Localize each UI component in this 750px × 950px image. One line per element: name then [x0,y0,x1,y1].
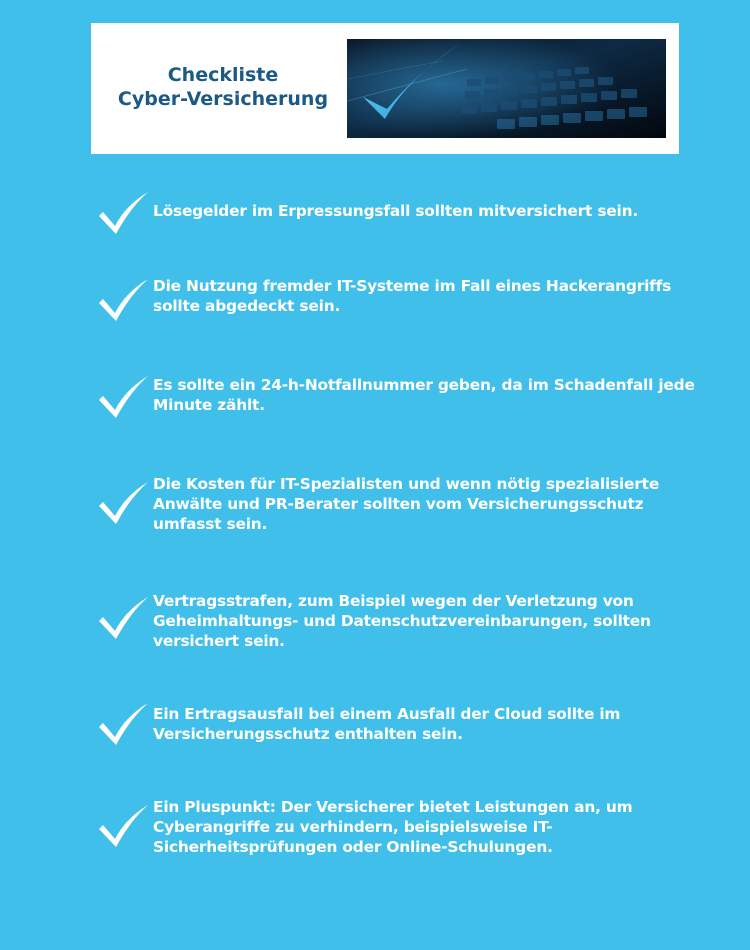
header-card [91,23,679,154]
checkmark-icon [96,700,150,748]
checklist-item-text: Es sollte ein 24-h-Notfallnummer geben, da im Schadenfall jede Minute zählt. [153,376,695,414]
checklist-item-text: Ein Pluspunkt: Der Versicherer bietet Leistungen an, um Cyberangriffe zu verhindern, beispielsweise IT-Sicherheitsprüfungen oder Online-Schulungen. [153,798,633,856]
checkmark-icon [96,594,150,642]
checklist-item-text: Die Nutzung fremder IT-Systeme im Fall eines Hackerangriffs sollte abgedeckt sein. [153,277,672,315]
checklist-item-text: Die Kosten für IT-Spezialisten und wenn nötig spezialisierte Anwälte und PR-Berater sollten vom Versicherungsschutz umfasst sein. [153,475,660,533]
title-line-1: Checkliste [167,64,279,86]
checkmark-icon [96,276,150,324]
checklist-item-text: Lösegelder im Erpressungsfall sollten mitversichert sein. [153,202,639,220]
title-line-2: Cyber-Versicherung [117,88,329,110]
checkmark-icon [96,479,150,527]
checkmark-icon [96,373,150,421]
checklist-item-text: Ein Ertragsausfall bei einem Ausfall der Cloud sollte im Versicherungsschutz enthalten sein. [153,705,621,743]
laptop-checkmark-image [347,39,666,138]
checkmark-icon [96,189,150,237]
checkmark-icon [96,802,150,850]
checklist-item-text: Vertragsstrafen, zum Beispiel wegen der Verletzung von Geheimhaltungs- und Datenschutzvereinbarungen, sollten versichert sein. [153,592,651,650]
page-title [91,63,355,111]
